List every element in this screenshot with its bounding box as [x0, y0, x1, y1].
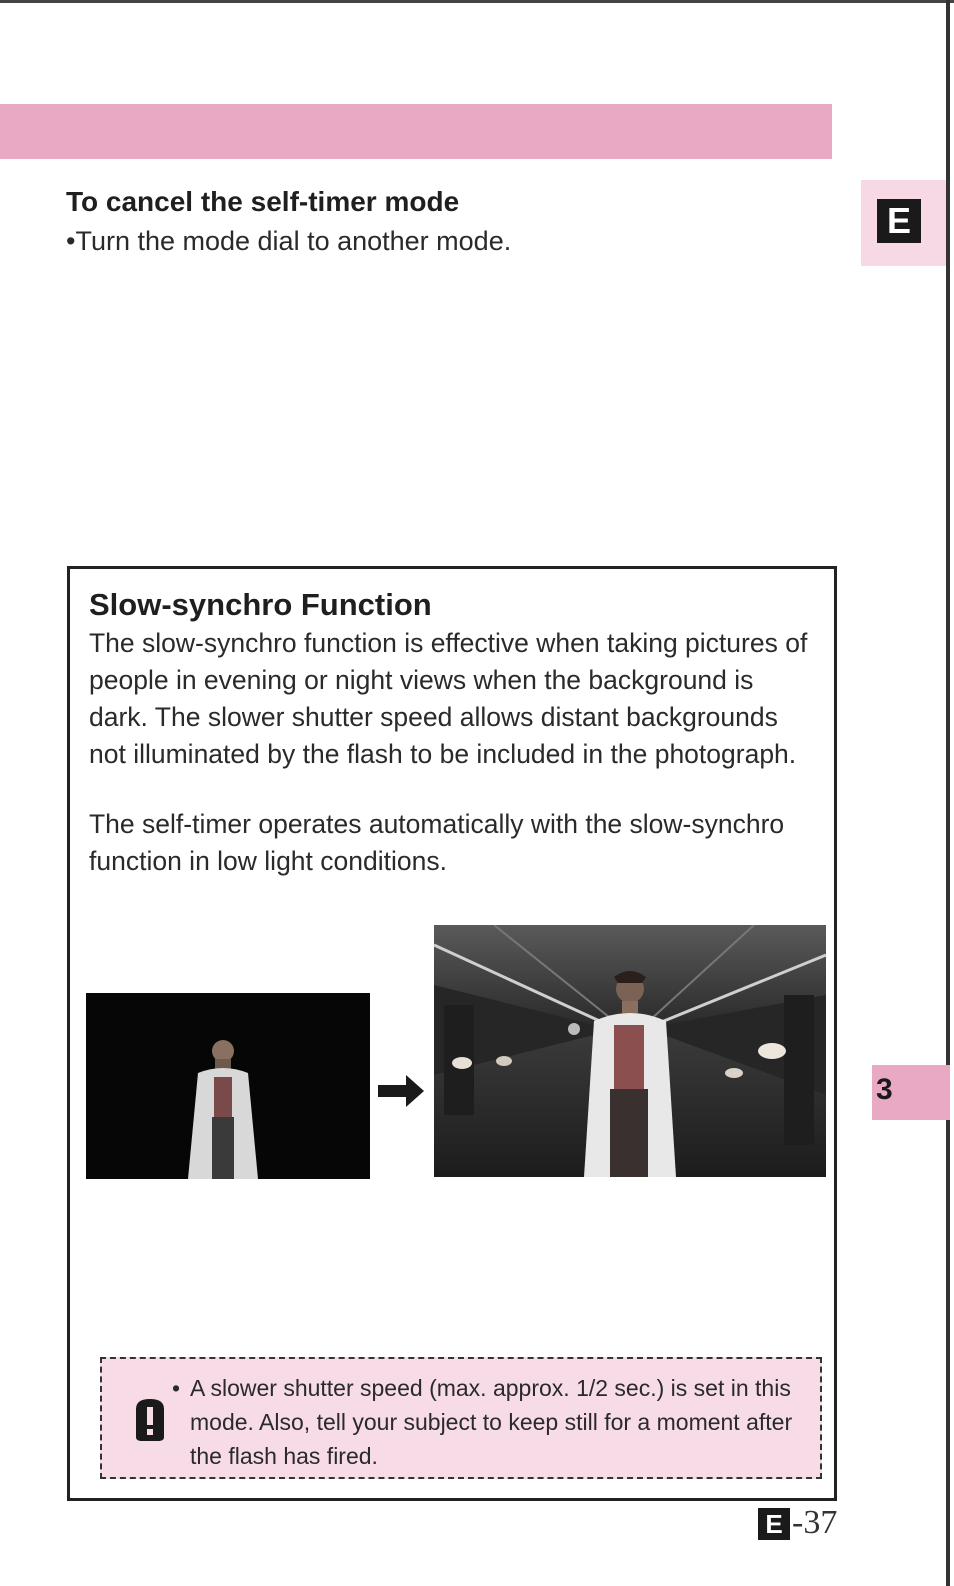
cancel-instruction: •Turn the mode dial to another mode.: [66, 226, 512, 256]
caution-note: [100, 1357, 822, 1479]
header-band: [0, 104, 832, 159]
chapter-tab: [872, 1065, 950, 1120]
photo-without-slow-synchro: [86, 993, 370, 1179]
top-rule: [0, 0, 954, 3]
slow-synchro-paragraph-1: The slow-synchro function is effective when taking pictures of people in evening or night views when the background is dark. The slower shutter speed allows distant backgrounds not illuminated by the flash to be included in the photograph.: [89, 628, 808, 769]
caution-icon: [132, 1397, 168, 1443]
caution-text-block: [172, 1371, 800, 1473]
page-number-value: -37: [792, 1504, 838, 1541]
slow-synchro-paragraph-2: The self-timer operates automatically with the slow-synchro function in low light conditions.: [89, 809, 785, 876]
arrow-right-icon: [378, 1073, 426, 1109]
caution-bullet: •: [172, 1375, 181, 1401]
caution-text: A slower shutter speed (max. approx. 1/2 sec.) is set in this mode. Also, tell your subject to keep still for a moment after the flash has fired.: [190, 1375, 793, 1469]
cancel-section-title: To cancel the self-timer mode: [66, 186, 460, 217]
page-number-letter: E: [758, 1508, 790, 1540]
photo-with-slow-synchro: [434, 925, 826, 1177]
slow-synchro-box: [67, 566, 837, 1501]
language-tab: [861, 180, 946, 266]
chapter-number: 3: [876, 1073, 893, 1106]
slow-synchro-title: Slow-synchro Function: [89, 587, 432, 622]
page-edge-line: [946, 0, 950, 1586]
language-tab-label: E: [877, 199, 921, 243]
